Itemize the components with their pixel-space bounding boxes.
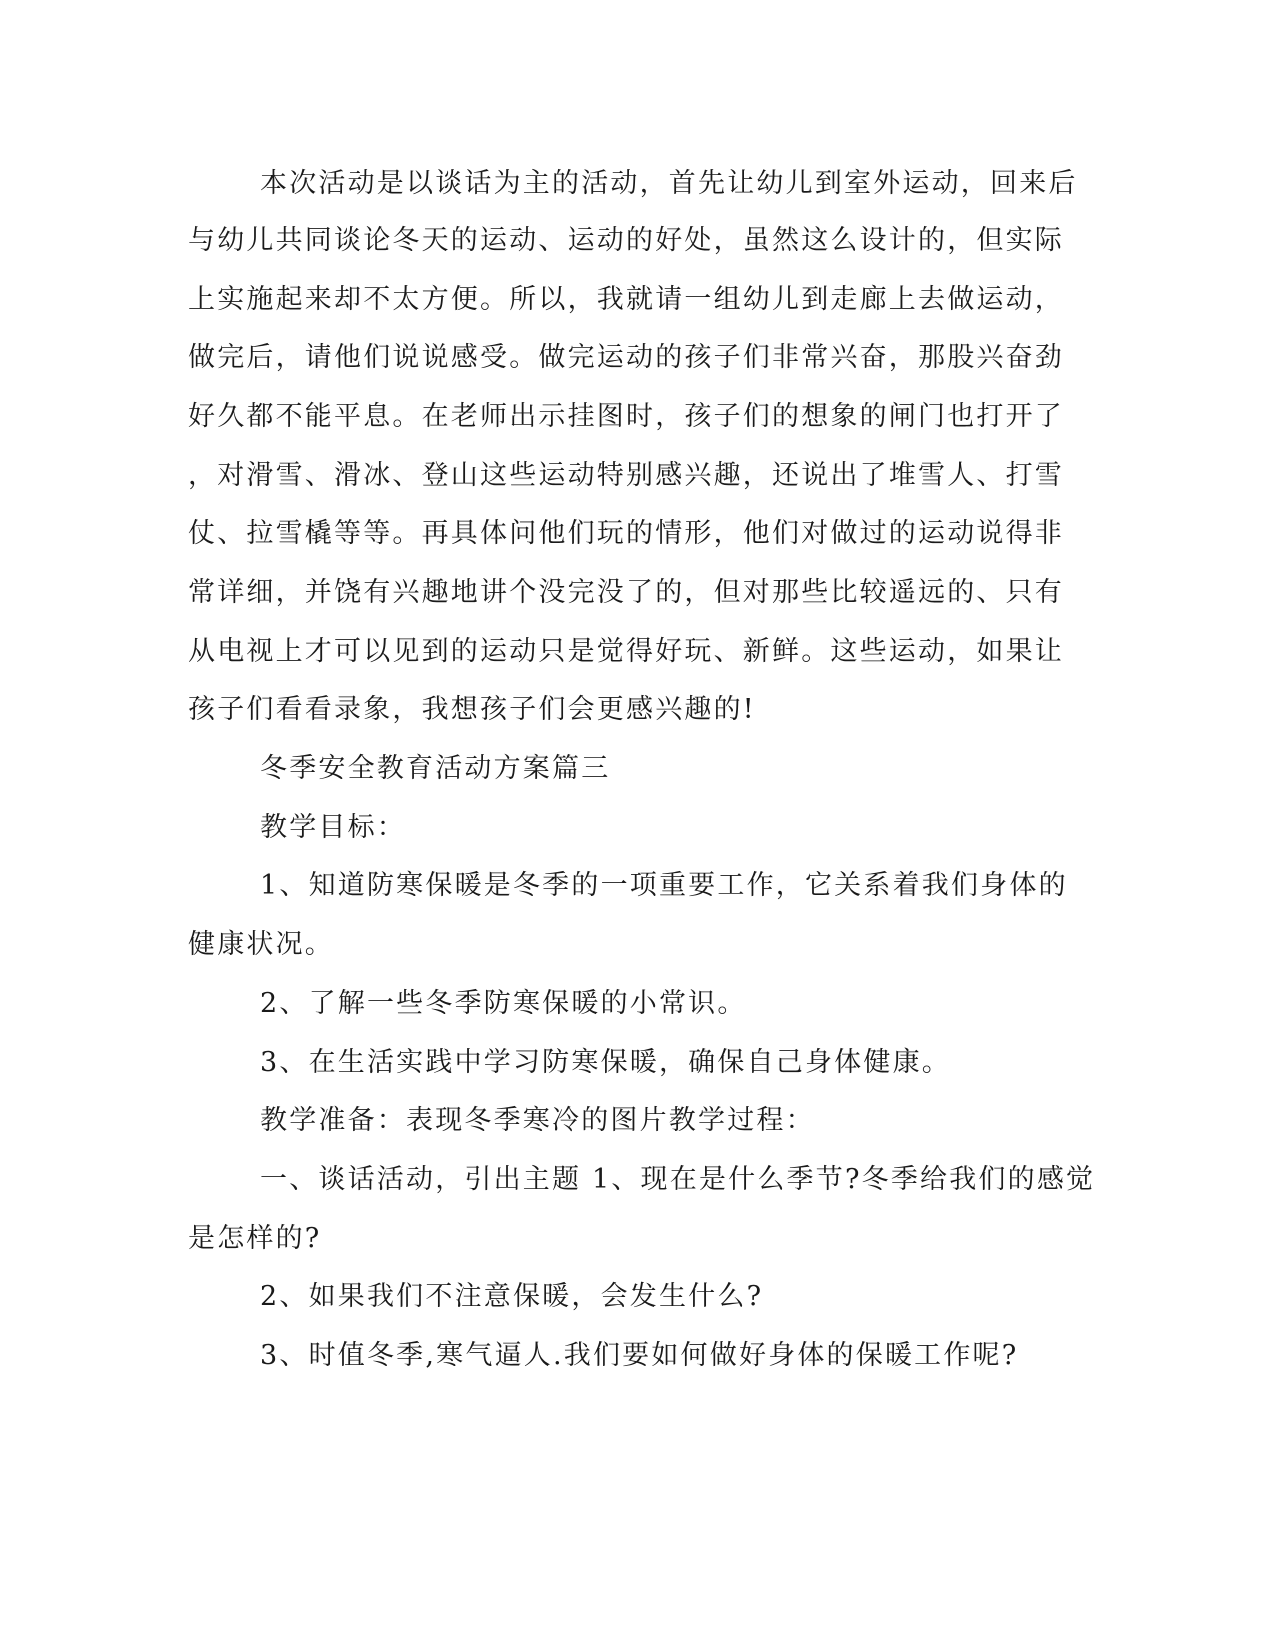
text-line: 教学目标： (260, 812, 406, 843)
text-line: 1、知道防寒保暖是冬季的一项重要工作，它关系着我们身体的 (260, 870, 1068, 901)
text-line: 仗、拉雪橇等等。再具体问他们玩的情形，他们对做过的运动说得非 (188, 518, 1064, 549)
text-line: 2、了解一些冬季防寒保暖的小常识。 (260, 988, 747, 1019)
text-line: 孩子们看看录象，我想孩子们会更感兴趣的! (188, 694, 756, 725)
section-heading: 冬季安全教育活动方案篇三 (260, 753, 611, 784)
text-line: 3、时值冬季,寒气逼人.我们要如何做好身体的保暖工作呢? (260, 1340, 1019, 1371)
text-line: 常详细，并饶有兴趣地讲个没完没了的，但对那些比较遥远的、只有 (188, 577, 1064, 608)
text-line: 是怎样的? (188, 1223, 322, 1254)
text-line: 健康状况。 (188, 929, 334, 960)
text-line: 一、谈话活动，引出主题 1、现在是什么季节?冬季给我们的感觉 (260, 1164, 1096, 1195)
text-line: 教学准备：表现冬季寒冷的图片教学过程： (260, 1105, 815, 1136)
text-line: 上实施起来却不太方便。所以，我就请一组幼儿到走廊上去做运动， (188, 284, 1064, 315)
text-line: 本次活动是以谈话为主的活动，首先让幼儿到室外运动，回来后 (260, 168, 1078, 199)
text-line: ，对滑雪、滑冰、登山这些运动特别感兴趣，还说出了堆雪人、打雪 (188, 460, 1064, 491)
text-line: 好久都不能平息。在老师出示挂图时，孩子们的想象的闸门也打开了 (188, 401, 1064, 432)
text-line: 与幼儿共同谈论冬天的运动、运动的好处，虽然这么设计的，但实际 (188, 225, 1064, 256)
text-line: 3、在生活实践中学习防寒保暖，确保自己身体健康。 (260, 1047, 951, 1078)
text-line: 2、如果我们不注意保暖，会发生什么? (260, 1281, 764, 1312)
text-line: 做完后，请他们说说感受。做完运动的孩子们非常兴奋，那股兴奋劲 (188, 342, 1064, 373)
text-line: 从电视上才可以见到的运动只是觉得好玩、新鲜。这些运动，如果让 (188, 636, 1064, 667)
